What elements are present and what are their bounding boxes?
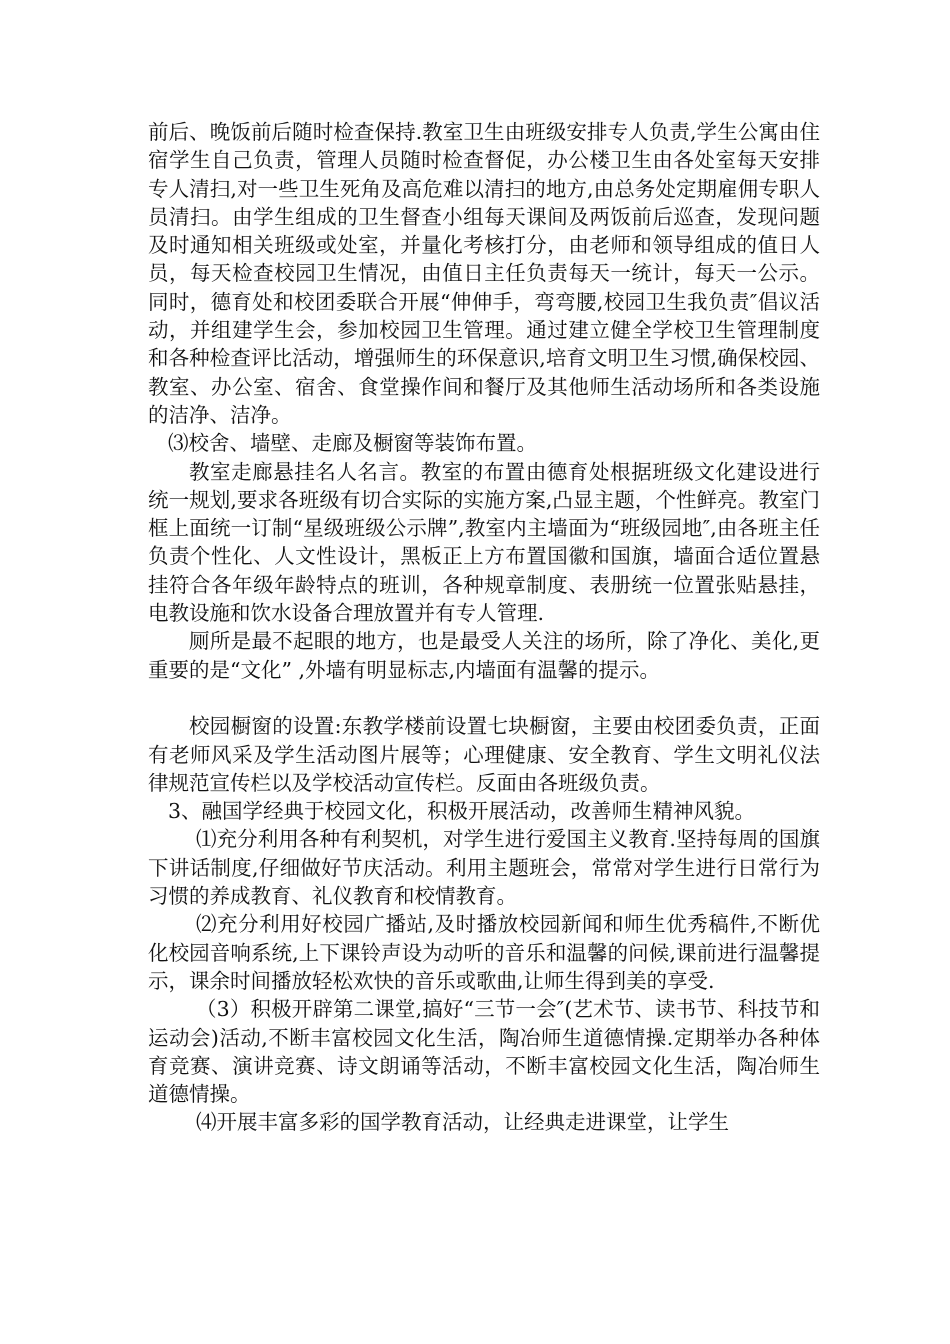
paragraph-showcase-setup: 校园橱窗的设置:东教学楼前设置七块橱窗，主要由校团委负责，正面有老师风采及学生活动图片展等；心理健康、安全教育、学生文明礼仪法律规范宣传栏以及学校活动宣传栏。反面由各班级负责。 xyxy=(148,714,820,795)
paragraph-classroom-layout: 教室走廊悬挂名人名言。教室的布置由德育处根据班级文化建设进行统一规划,要求各班级有切合实际的实施方案,凸显主题，个性鲜亮。教室门框上面统一订制“星级班级公示牌”,教室内主墙面为“班级园地″,由各班主任负责个性化、人文性设计，黑板正上方布置国徽和国旗，墙面合适位置悬挂符合各年级年龄特点的班训，各种规章制度、表册统一位置张贴悬挂，电教设施和饮水设备合理放置并有专人管理. xyxy=(148,459,820,626)
paragraph-item-4: ⑷开展丰富多彩的国学教育活动，让经典走进课堂，让学生 xyxy=(196,1110,729,1135)
paragraph-item-1: ⑴充分利用各种有利契机，对学生进行爱国主义教育.坚持每周的国旗下讲话制度,仔细做好节庆活动。利用主题班会，常常对学生进行日常行为习惯的养成教育、礼仪教育和校情教育。 xyxy=(148,827,820,909)
paragraph-item-3: （3）积极开辟第二课堂,搞好“三节一会″(艺术节、读书节、科技节和运动会)活动,不断丰富校园文化生活，陶冶师生道德情操.定期举办各种体育竞赛、演讲竞赛、诗文朗诵等活动，不断丰富校园文化生活，陶冶师生道德情操。 xyxy=(148,997,820,1107)
document-body xyxy=(148,118,820,1137)
paragraph-heading-decoration: ⑶校舍、墙壁、走廊及橱窗等装饰布置。 xyxy=(168,431,537,456)
paragraph-restroom-culture: 厕所是最不起眼的地方，也是最受人关注的场所，除了净化、美化,更重要的是“文化” ,外墙有明显标志,内墙面有温馨的提示。 xyxy=(148,629,820,682)
paragraph-hygiene-management: 前后、晚饭前后随时检查保持.教室卫生由班级安排专人负责,学生公寓由住宿学生自己负责，管理人员随时检查督促，办公楼卫生由各处室每天安排专人清扫,对一些卫生死角及高危难以清扫的地方,由总务处定期雇佣专职人员清扫。由学生组成的卫生督查小组每天课间及两饭前后巡查，发现问题及时通知相关班级或处室，并量化考核打分，由老师和领导组成的值日人员，每天检查校园卫生情况，由值日主任负责每天一统计，每天一公示。同时，德育处和校团委联合开展“伸伸手，弯弯腰,校园卫生我负责″倡议活动，并组建学生会，参加校园卫生管理。通过建立健全学校卫生管理制度和各种检查评比活动，增强师生的环保意识,培育文明卫生习惯,确保校园、教室、办公室、宿舍、食堂操作间和餐厅及其他师生活动场所和各类设施的洁净、洁净。 xyxy=(148,120,820,427)
paragraph-item-2: ⑵充分利用好校园广播站,及时播放校园新闻和师生优秀稿件,不断优化校园音响系统,上下课铃声设为动听的音乐和温馨的问候,课前进行温馨提示，课余时间播放轻松欢快的音乐或歌曲,让师生得到美的享受. xyxy=(148,912,820,993)
paragraph-heading-section-3: 3、融国学经典于校园文化，积极开展活动，改善师生精神风貌。 xyxy=(168,799,756,824)
paragraph-spacer xyxy=(148,684,820,712)
